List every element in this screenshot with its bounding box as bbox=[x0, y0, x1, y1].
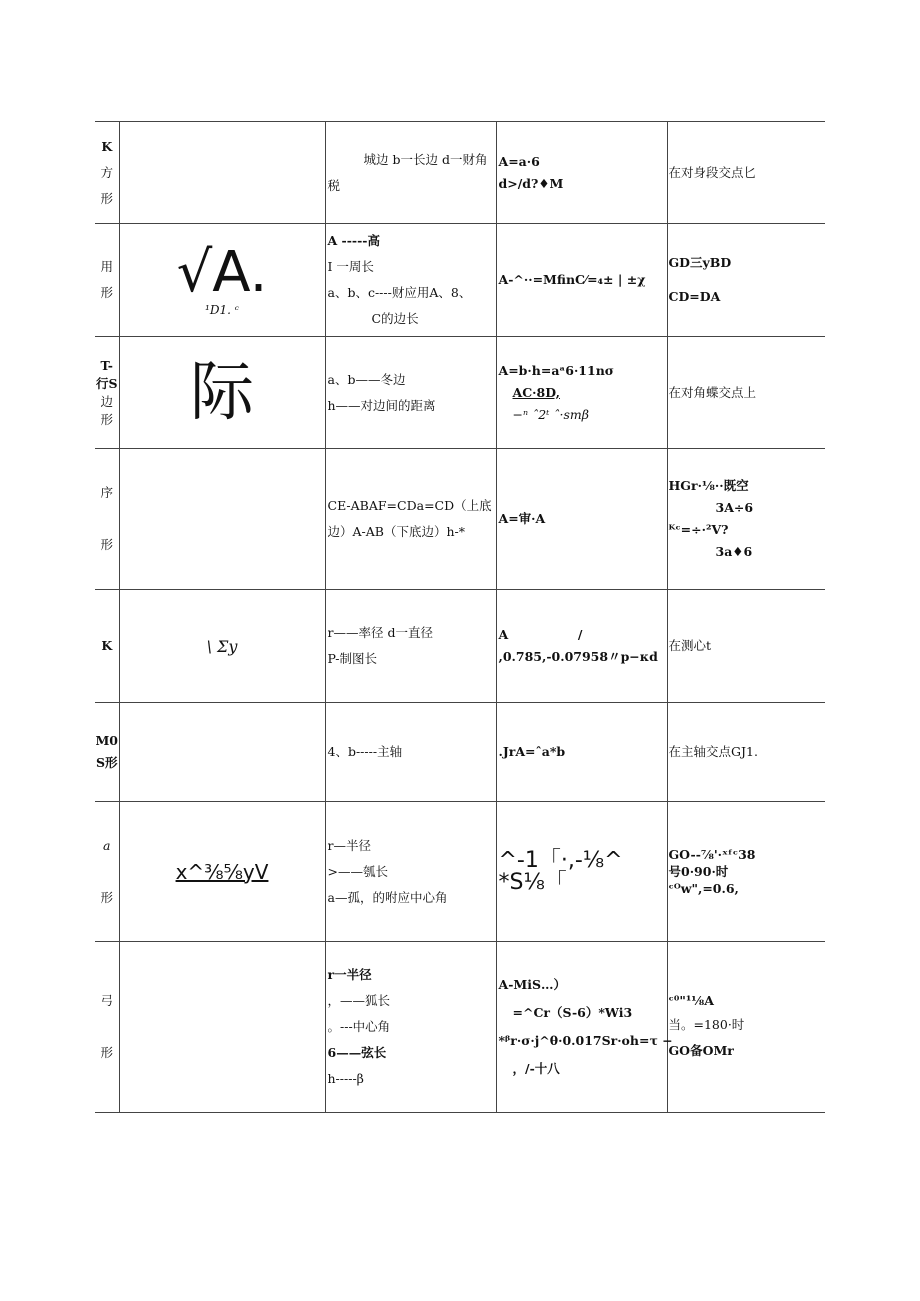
figure-cell bbox=[119, 703, 325, 802]
position-line: ᶜᴼw",=0.6, bbox=[668, 881, 739, 896]
figure-cell bbox=[119, 224, 325, 337]
description-line: 。---中心角 bbox=[327, 1019, 391, 1034]
description-line: a、b——冬边 bbox=[327, 371, 406, 387]
shape-name: 用 bbox=[100, 259, 113, 274]
shape-name: S形 bbox=[95, 755, 118, 770]
position-line: 号0·90·时 bbox=[668, 864, 729, 879]
formula-line: A-MiS…） bbox=[498, 977, 566, 992]
figure-glyph: x^³⁄₈⁵⁄₈yV bbox=[175, 859, 269, 884]
figure-cell bbox=[119, 122, 325, 224]
description-line: 边）A-AB（下底边）h-* bbox=[327, 524, 465, 539]
description-cell bbox=[325, 942, 496, 1113]
position-line: GD三yBD bbox=[668, 255, 732, 270]
formula-line: A=b·h=aᵃ6·11nσ bbox=[498, 362, 614, 378]
formula-cell bbox=[496, 942, 673, 1113]
description-line: r——率径 d一直径 bbox=[327, 625, 433, 640]
shape-name: 形 bbox=[100, 889, 113, 905]
description-line: 税 bbox=[327, 177, 341, 193]
formula-cell bbox=[496, 122, 667, 224]
shape-name: 形 bbox=[100, 411, 113, 427]
shape-name: 形 bbox=[100, 1045, 113, 1060]
formula-cell bbox=[496, 590, 667, 703]
table-row bbox=[95, 122, 825, 224]
position-line: 3A÷6 bbox=[715, 500, 754, 515]
description-cell bbox=[325, 703, 496, 802]
shape-name-cell bbox=[95, 703, 119, 802]
figure-cell bbox=[119, 802, 325, 942]
formula-line: ，/-十八 bbox=[512, 1061, 560, 1076]
formula-cell bbox=[496, 337, 667, 449]
table-row bbox=[95, 703, 825, 802]
formula-cell bbox=[496, 703, 667, 802]
shape-name: 序 bbox=[100, 485, 113, 500]
description-line: r—半径 bbox=[327, 837, 371, 853]
position-line: HGr·⅛··既空 bbox=[668, 478, 749, 493]
shapes-table bbox=[95, 121, 825, 1113]
table-row bbox=[95, 449, 825, 590]
formula-line: ^-1「·,-⅛^ bbox=[498, 847, 623, 873]
formula-cell bbox=[496, 802, 667, 942]
figure-cell bbox=[119, 337, 325, 449]
position-line: GO备OMr bbox=[668, 1043, 734, 1058]
position-cell bbox=[667, 590, 825, 703]
formula-line: AC·8D, bbox=[512, 384, 560, 400]
position-line: 在对身段交点匕 bbox=[668, 164, 757, 180]
formula-cell bbox=[496, 224, 667, 337]
shape-name: 行S bbox=[95, 375, 118, 391]
table-row bbox=[95, 224, 825, 337]
description-line: r一半径 bbox=[327, 967, 372, 982]
shape-name-cell bbox=[95, 449, 119, 590]
formula-line: A / bbox=[498, 627, 583, 642]
figure-glyph: \ Σy bbox=[206, 636, 238, 656]
shape-name: 弓 bbox=[100, 993, 113, 1008]
description-cell bbox=[325, 590, 496, 703]
description-cell bbox=[325, 122, 496, 224]
position-line: 当。=180·时 bbox=[668, 1017, 745, 1032]
description-line: C的边长 bbox=[371, 311, 419, 326]
position-line: ᴷᶜ=÷·²V? bbox=[668, 522, 729, 537]
description-cell bbox=[325, 337, 496, 449]
shape-name: T- bbox=[100, 357, 113, 373]
shape-name: 方 bbox=[100, 164, 113, 180]
table-row bbox=[95, 337, 825, 449]
position-line: 3a♦6 bbox=[715, 544, 753, 559]
description-line: a、b、c----财应用A、8、 bbox=[327, 285, 472, 300]
description-line: a—孤，的咐应中心角 bbox=[327, 889, 448, 905]
formula-line: =^Cr（S-6）*Wi3 bbox=[512, 1005, 633, 1020]
description-cell bbox=[325, 224, 496, 337]
figure-cell bbox=[119, 590, 325, 703]
position-line: 在主轴交点GJ1. bbox=[668, 744, 758, 759]
formula-line: *ᵝr·σ·j^θ·0.017Sr·oh=τ − bbox=[498, 1033, 673, 1048]
description-line: CE-ABAF=CDa=CD（上底 bbox=[327, 498, 492, 513]
description-line: P-制图长 bbox=[327, 651, 377, 666]
description-line: A -----高 bbox=[327, 233, 380, 248]
shape-name-cell bbox=[95, 122, 119, 224]
shape-name: K bbox=[101, 138, 113, 154]
position-line: 在测心t bbox=[668, 638, 712, 653]
description-line: 4、b-----主轴 bbox=[327, 744, 403, 759]
shape-name: 边 bbox=[100, 393, 113, 409]
shape-name: K bbox=[101, 638, 113, 653]
shape-name-cell bbox=[95, 802, 119, 942]
description-line: 城边 b一长边 d一财角 bbox=[363, 151, 488, 167]
figure-cell bbox=[119, 449, 325, 590]
position-cell bbox=[667, 224, 825, 337]
shape-name: 形 bbox=[100, 285, 113, 300]
description-line: I 一周长 bbox=[327, 259, 374, 274]
position-cell bbox=[667, 449, 825, 590]
formula-line: *S⅛「 bbox=[498, 869, 567, 895]
position-cell bbox=[667, 703, 825, 802]
table-row bbox=[95, 942, 825, 1113]
formula-line: −ⁿ ˆ2ᵗ ˆ·smβ bbox=[512, 406, 589, 422]
shape-name-cell bbox=[95, 337, 119, 449]
formula-line: A-^··=MfinC⁄=₄± | ±χ bbox=[498, 272, 646, 287]
shape-name: a bbox=[103, 837, 111, 853]
formula-cell bbox=[496, 449, 667, 590]
shape-name-cell bbox=[95, 590, 119, 703]
position-cell bbox=[667, 337, 825, 449]
position-cell bbox=[667, 122, 825, 224]
position-line: 在对角蝶交点上 bbox=[668, 384, 757, 400]
shape-name-cell bbox=[95, 224, 119, 337]
position-line: CD=DA bbox=[668, 289, 721, 304]
formula-line: ,0.785,-0.07958〃p−κd bbox=[498, 649, 658, 664]
description-cell bbox=[325, 449, 496, 590]
description-line: h——对边间的距离 bbox=[327, 397, 436, 413]
table-row bbox=[95, 590, 825, 703]
formula-line: d>/d?♦M bbox=[498, 175, 564, 191]
shape-name: 形 bbox=[100, 190, 113, 206]
position-line: ᶜ⁰"¹⅛A bbox=[668, 993, 714, 1008]
formula-line: A=审·A bbox=[498, 511, 546, 526]
position-line: GO--⅞'·ˣᶠᶜ38 bbox=[668, 847, 756, 862]
figure-cell bbox=[119, 942, 325, 1113]
shape-name: 形 bbox=[100, 537, 113, 552]
table-row bbox=[95, 802, 825, 942]
shape-name-cell bbox=[95, 942, 119, 1113]
position-cell bbox=[667, 942, 825, 1113]
description-line: 6——弦长 bbox=[327, 1045, 387, 1060]
description-line: >——瓠长 bbox=[327, 863, 388, 879]
shape-name: M0 bbox=[95, 733, 119, 748]
position-cell bbox=[667, 802, 825, 942]
description-line: ，——狐长 bbox=[327, 993, 391, 1008]
figure-caption: ¹D1. ᶜ bbox=[205, 303, 239, 317]
figure-glyph: √A. bbox=[176, 240, 268, 305]
formula-line: A=a·6 bbox=[498, 153, 540, 169]
description-cell bbox=[325, 802, 496, 942]
description-line: h-----β bbox=[327, 1071, 364, 1086]
figure-glyph: 际 bbox=[190, 355, 254, 430]
formula-line: .JrA=ˆa*b bbox=[498, 744, 566, 759]
